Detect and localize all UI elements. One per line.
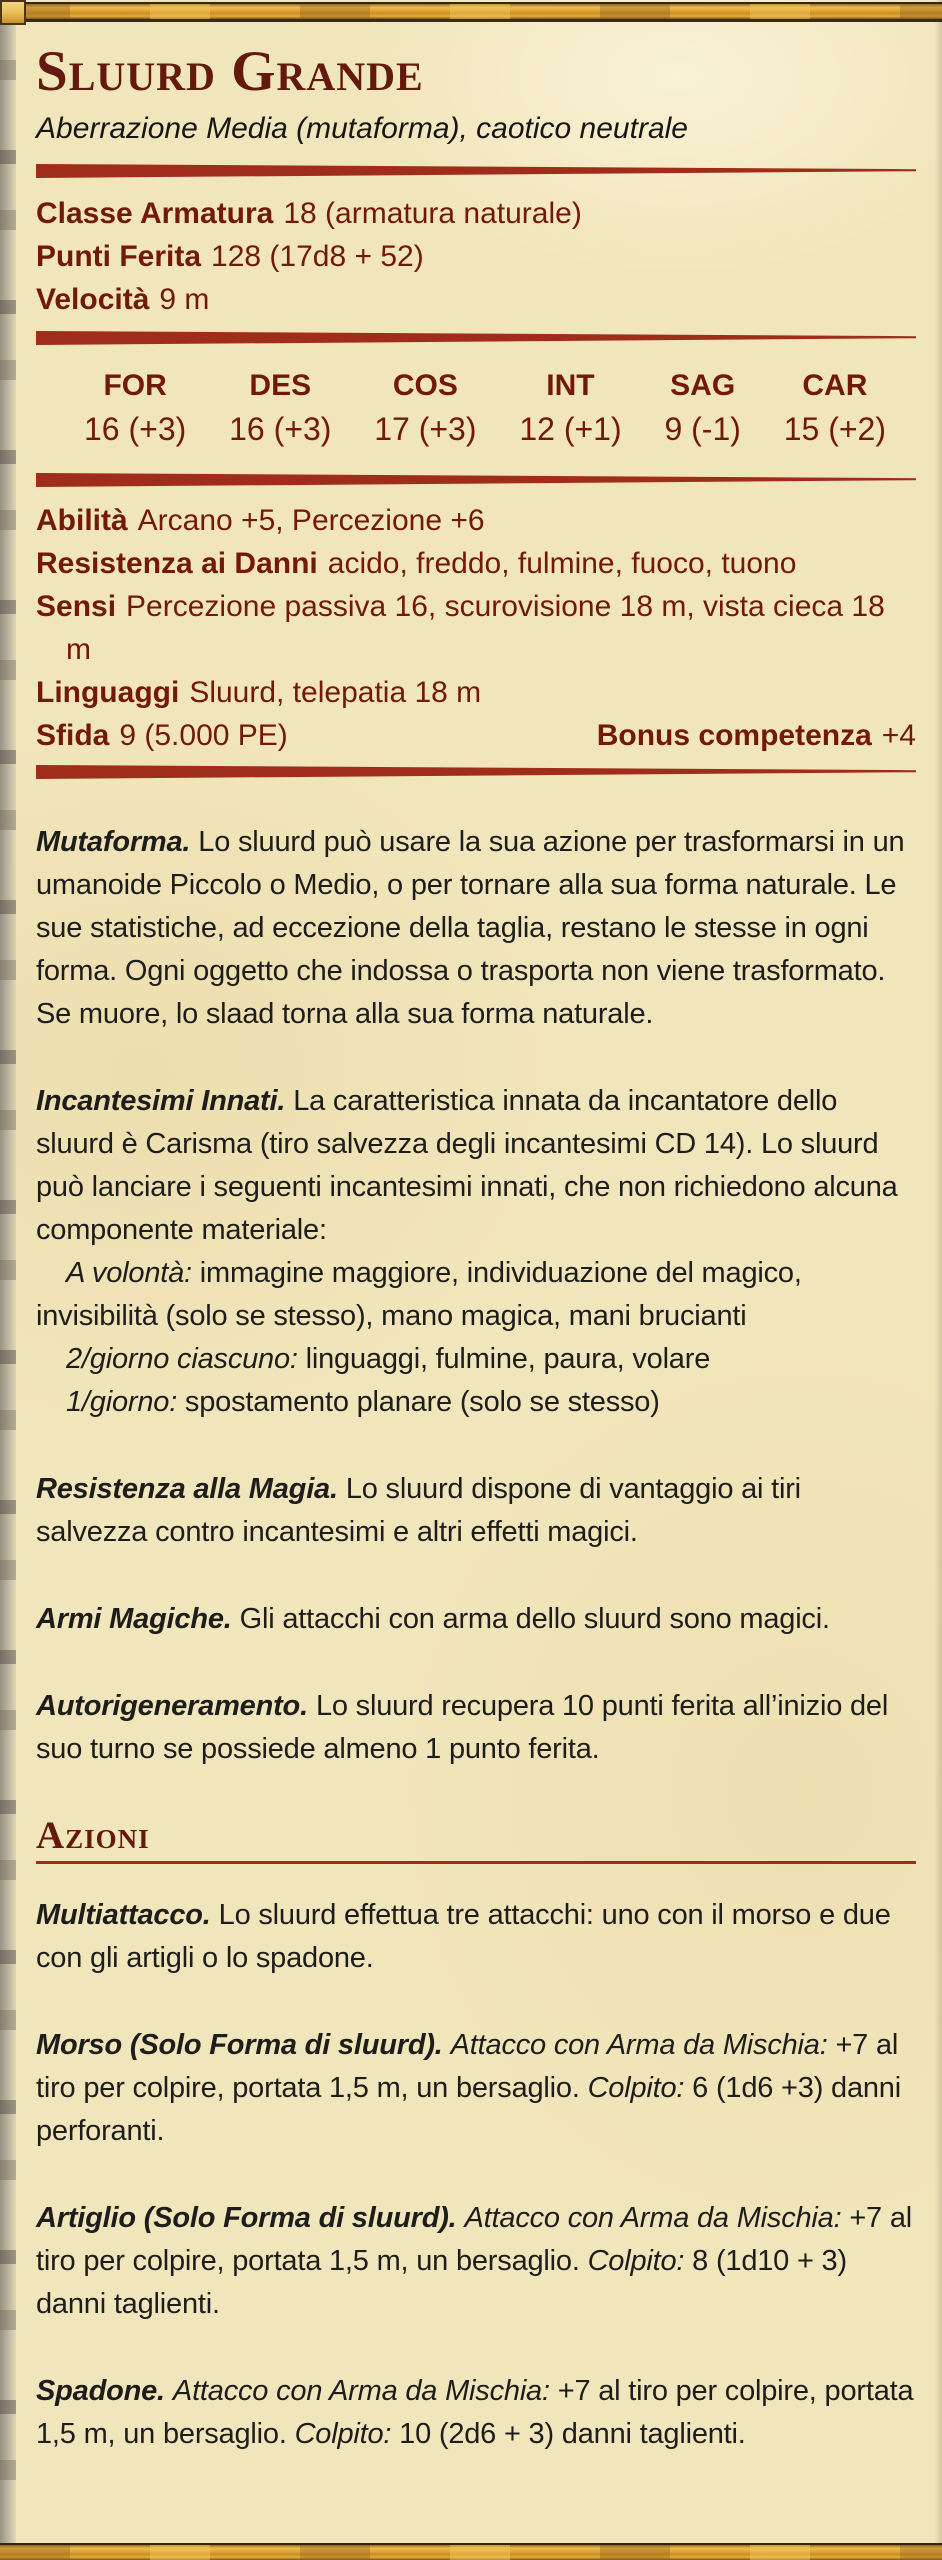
hit-points-value: 128 (17d8 + 52) — [211, 240, 424, 273]
spell-frequency-2-day: 2/giorno ciascuno: — [66, 1343, 298, 1375]
ability-wis-score: 9 (-1) — [664, 411, 741, 447]
action-spadone-hit-label: Colpito: — [294, 2418, 392, 2450]
action-multiattacco-name: Multiattacco. — [36, 1899, 211, 1931]
action-spadone-attack: Attacco con Arma da Mischia: — [172, 2375, 550, 2407]
ability-wis-label: SAG — [670, 369, 736, 402]
challenge-line — [36, 714, 916, 757]
trait-autorigeneramento-name: Autorigeneramento. — [36, 1690, 308, 1722]
speed-value: 9 m — [159, 283, 210, 316]
ability-con-label: COS — [392, 369, 458, 402]
spell-line-at-will — [36, 1252, 916, 1338]
trait-armi-magiche — [36, 1598, 916, 1641]
languages-value: Sluurd, telepatia 18 m — [189, 676, 482, 709]
trait-incantesimi-innati — [36, 1080, 916, 1252]
armor-class-label: Classe Armatura — [36, 197, 274, 230]
ability-int-label: INT — [546, 369, 595, 402]
proficiency-value: +4 — [881, 719, 916, 752]
proficiency-label: Bonus competenza — [596, 719, 872, 752]
trait-autorigeneramento — [36, 1685, 916, 1771]
spell-names-2-day: linguaggi, fulmine, paura, volare — [297, 1343, 711, 1375]
action-morso-name: Morso (Solo Forma di sluurd). — [36, 2029, 443, 2061]
tapered-divider — [36, 473, 916, 487]
spell-frequency-1-day: 1/giorno: — [66, 1386, 178, 1418]
action-artiglio-text: +7 al tiro per colpire, portata 1,5 m, un bersaglio. — [36, 2202, 913, 2277]
hit-points-label: Punti Ferita — [36, 240, 202, 273]
trait-incantesimi-name: Incantesimi Innati. — [36, 1085, 286, 1117]
ability-str — [84, 365, 186, 451]
creature-type: Aberrazione Media (mutaforma), caotico neutrale — [36, 112, 688, 145]
top-frame-bar — [0, 2, 942, 22]
action-morso — [36, 2024, 916, 2153]
ability-cha-label: CAR — [802, 369, 868, 402]
innate-spell-list — [36, 1252, 916, 1424]
trait-autorigeneramento-text: Lo sluurd recupera 10 punti ferita all’inizio del suo turno se possiede almeno 1 punto ferita. — [36, 1690, 889, 1765]
actions-section — [36, 1894, 916, 2456]
trait-mutaforma-text: Lo sluurd può usare la sua azione per trasformarsi in un umanoide Piccolo o Medio, o per tornare alla sua forma naturale. Le sue statistiche, ad eccezione della taglia, restano le stesse in ogni forma. Ogni oggetto che indossa o trasporta non viene trasformato. Se muore, lo slaad torna alla sua forma naturale. — [36, 826, 905, 1030]
trait-armi-text: Gli attacchi con arma dello sluurd sono magici. — [239, 1603, 830, 1635]
frame-bar-cap — [0, 0, 26, 25]
action-artiglio-name: Artiglio (Solo Forma di sluurd). — [36, 2202, 457, 2234]
detail-stats — [36, 499, 916, 757]
spell-frequency-at-will: A volontà: — [66, 1257, 192, 1289]
spell-names-1-day: spostamento planare (solo se stesso) — [177, 1386, 660, 1418]
ability-str-label: FOR — [103, 369, 167, 402]
ability-wis — [664, 365, 740, 451]
ability-cha — [784, 365, 886, 451]
ability-scores-table — [36, 351, 916, 467]
actions-heading: Azioni — [36, 1815, 916, 1864]
ability-int-score: 12 (+1) — [519, 411, 622, 447]
tapered-divider — [36, 765, 916, 779]
action-morso-attack: Attacco con Arma da Mischia: — [450, 2029, 828, 2061]
action-artiglio-attack: Attacco con Arma da Mischia: — [464, 2202, 842, 2234]
skills-value: Arcano +5, Percezione +6 — [137, 504, 485, 537]
challenge-label: Sfida — [36, 719, 110, 752]
damage-resistances-label: Resistenza ai Danni — [36, 547, 318, 580]
senses-label: Sensi — [36, 590, 117, 623]
trait-resistenza-magia — [36, 1468, 916, 1554]
senses-value: Percezione passiva 16, scurovisione 18 m, vista cieca 18 m — [66, 590, 885, 666]
skills-line — [36, 499, 916, 542]
speed-line — [36, 278, 916, 321]
action-spadone-name: Spadone. — [36, 2375, 165, 2407]
trait-mutaforma — [36, 821, 916, 1036]
action-spadone — [36, 2370, 916, 2456]
ability-con-score: 17 (+3) — [374, 411, 477, 447]
challenge-value: 9 (5.000 PE) — [119, 719, 288, 752]
page-title: Sluurd Grande — [36, 40, 424, 103]
core-stats — [36, 192, 916, 321]
action-artiglio-hit-label: Colpito: — [587, 2245, 685, 2277]
ability-str-score: 16 (+3) — [84, 411, 187, 447]
action-morso-damage: 6 (1d6 +3) danni perforanti. — [36, 2072, 901, 2147]
action-artiglio-damage: 8 (1d10 + 3) danni taglienti. — [36, 2245, 847, 2320]
ability-dex-score: 16 (+3) — [229, 411, 332, 447]
action-multiattacco-text: Lo sluurd effettua tre attacchi: uno con il morso e due con gli artigli o lo spadone. — [36, 1899, 891, 1974]
hit-points-line — [36, 235, 916, 278]
armor-class-line — [36, 192, 916, 235]
trait-resistenza-text: Lo sluurd dispone di vantaggio ai tiri salvezza contro incantesimi e altri effetti magici. — [36, 1473, 801, 1548]
ability-cha-score: 15 (+2) — [783, 411, 886, 447]
tapered-divider — [36, 164, 916, 178]
traits-section — [36, 821, 916, 1771]
languages-label: Linguaggi — [36, 676, 180, 709]
bottom-frame-bar — [0, 2543, 942, 2560]
speed-label: Velocità — [36, 283, 150, 316]
skills-label: Abilità — [36, 504, 128, 537]
armor-class-value: 18 (armatura naturale) — [283, 197, 582, 230]
action-morso-hit-label: Colpito: — [587, 2072, 685, 2104]
damage-resistances-line — [36, 542, 916, 585]
challenge-group — [36, 714, 288, 757]
damage-resistances-value: acido, freddo, fulmine, fuoco, tuono — [327, 547, 797, 580]
spell-line-1-day — [36, 1381, 916, 1424]
trait-armi-name: Armi Magiche. — [36, 1603, 232, 1635]
trait-mutaforma-name: Mutaforma. — [36, 826, 191, 858]
trait-incantesimi-text: La caratteristica innata da incantatore dello sluurd è Carisma (tiro salvezza degli incantesimi CD 14). Lo sluurd può lanciare i seguenti incantesimi innati, che non richiedono alcuna componente materiale: — [36, 1085, 898, 1246]
senses-line — [36, 585, 916, 671]
proficiency-group — [597, 714, 916, 757]
spell-line-2-day — [36, 1338, 916, 1381]
languages-line — [36, 671, 916, 714]
action-spadone-damage: 10 (2d6 + 3) danni taglienti. — [391, 2418, 746, 2450]
ability-con — [374, 365, 476, 451]
action-artiglio — [36, 2197, 916, 2326]
action-spadone-text: +7 al tiro per colpire, portata 1,5 m, un bersaglio. — [36, 2375, 914, 2450]
ability-int — [519, 365, 621, 451]
ability-dex-label: DES — [249, 369, 312, 402]
trait-resistenza-name: Resistenza alla Magia. — [36, 1473, 338, 1505]
spell-names-at-will: immagine maggiore, individuazione del magico, invisibilità (solo se stesso), mano magica, mani brucianti — [36, 1257, 802, 1332]
tapered-divider — [36, 331, 916, 345]
action-morso-text: +7 al tiro per colpire, portata 1,5 m, un bersaglio. — [36, 2029, 899, 2104]
ability-dex — [229, 365, 331, 451]
action-multiattacco — [36, 1894, 916, 1980]
